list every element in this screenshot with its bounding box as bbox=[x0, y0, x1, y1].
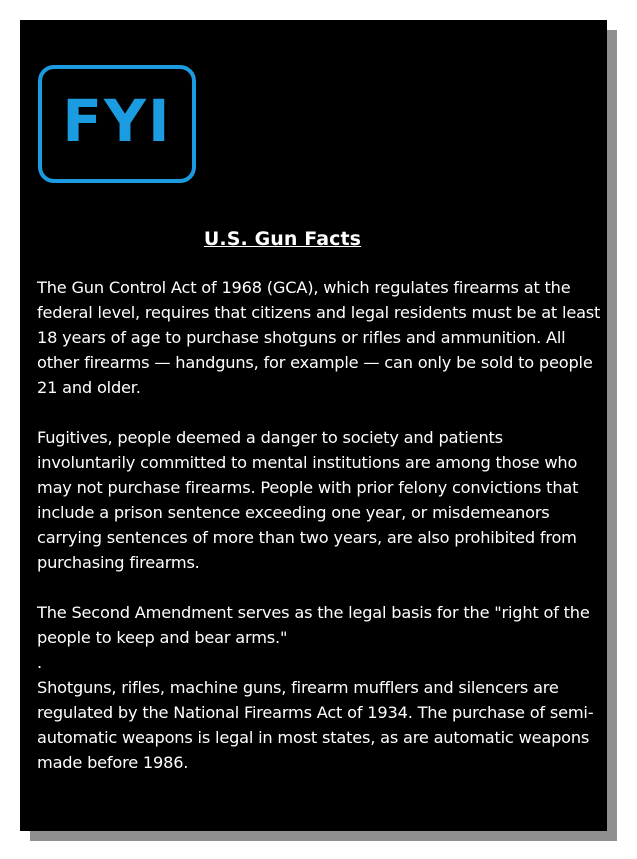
paragraph-spacer bbox=[37, 400, 602, 425]
fyi-logo-graphic bbox=[38, 65, 198, 185]
paragraph-nfa: Shotguns, rifles, machine guns, firearm mufflers and silencers are regulated by the National Firearms Act of 1934. The purchase of semi-automatic weapons is legal in most states, as are automatic weapons made before 1986. bbox=[37, 678, 594, 772]
paragraph-gca: The Gun Control Act of 1968 (GCA), which regulates firearms at the federal level, requires that citizens and legal residents must be at least 18 years of age to purchase shotguns or rifles and ammunition. All other firearms — handguns, for example — can only be sold to people 21 and older. bbox=[37, 278, 601, 397]
paragraph-prohibited: Fugitives, people deemed a danger to society and patients involuntarily committed to mental institutions are among those who may not purchase firearms. People with prior felony convictions that include a prison sentence exceeding one year, or misdemeanors carrying sentences of more than two years, are also prohibited from purchasing firearms. bbox=[37, 428, 579, 572]
fyi-logo bbox=[38, 65, 198, 185]
facts-body bbox=[37, 275, 602, 775]
paragraph-spacer bbox=[37, 575, 602, 600]
paragraph-second-amendment: The Second Amendment serves as the legal basis for the "right of the people to keep and bear arms." bbox=[37, 603, 590, 647]
page-title: U.S. Gun Facts bbox=[203, 228, 362, 250]
paragraph-dot: . bbox=[37, 653, 42, 672]
fyi-logo-text: FYI bbox=[62, 87, 172, 155]
fact-card bbox=[20, 20, 607, 831]
